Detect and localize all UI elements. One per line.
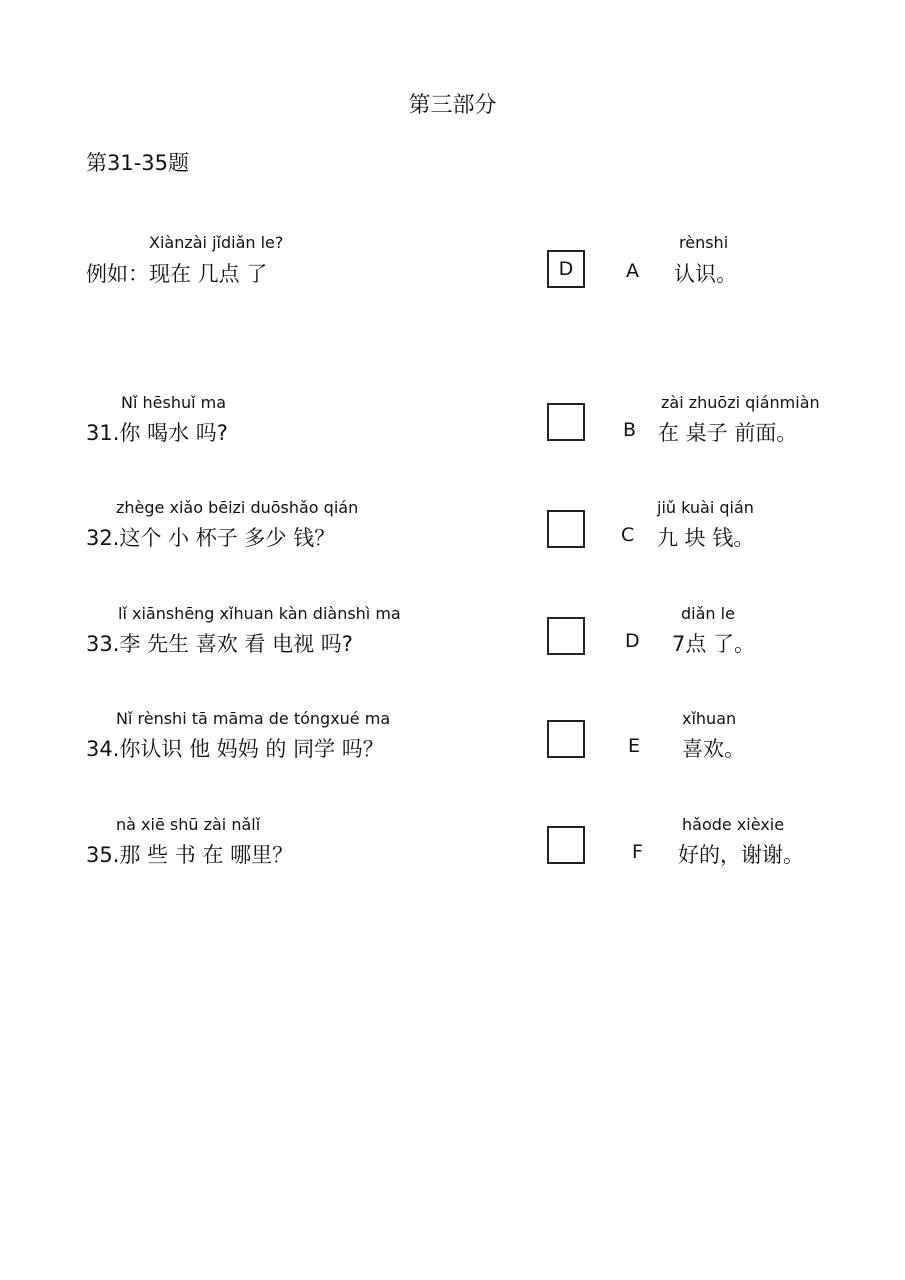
option-a-text: 认识。 xyxy=(674,262,737,286)
question-32-pinyin: zhège xiǎo bēizi duōshǎo qián xyxy=(116,498,359,517)
example-sentence: 例如：现在 几点 了 xyxy=(86,262,268,286)
answer-box-31[interactable] xyxy=(547,403,585,441)
question-range-heading: 第31-35题 xyxy=(86,151,190,175)
question-31-pinyin: Nǐ hēshuǐ ma xyxy=(121,393,227,412)
answer-box-35[interactable] xyxy=(547,826,585,864)
question-34-text: 34.你认识 他 妈妈 的 同学 吗？ xyxy=(86,737,384,761)
option-c-pinyin: jiǔ kuài qián xyxy=(657,498,754,517)
question-31-text: 31.你 喝水 吗? xyxy=(86,421,228,445)
option-d-letter: D xyxy=(625,630,640,652)
option-e-pinyin: xǐhuan xyxy=(682,709,737,728)
question-35-text: 35.那 些 书 在 哪里？ xyxy=(86,843,294,867)
question-32-text: 32.这个 小 杯子 多少 钱？ xyxy=(86,526,336,550)
option-a-pinyin: rènshi xyxy=(679,233,729,252)
section-title: 第三部分 xyxy=(408,93,497,118)
answer-box-34[interactable] xyxy=(547,720,585,758)
option-e-letter: E xyxy=(628,735,641,757)
option-c-letter: C xyxy=(621,524,635,546)
example-answer-box: D xyxy=(547,250,585,288)
answer-box-32[interactable] xyxy=(547,510,585,548)
answer-box-33[interactable] xyxy=(547,617,585,655)
option-f-pinyin: hǎode xièxie xyxy=(682,815,785,834)
option-b-letter: B xyxy=(623,419,637,441)
example-pinyin: Xiànzài jǐdiǎn le? xyxy=(149,233,284,252)
option-b-text: 在 桌子 前面。 xyxy=(658,421,798,445)
option-a-letter: A xyxy=(626,260,639,282)
option-e-text: 喜欢。 xyxy=(682,737,745,761)
option-f-text: 好的，谢谢。 xyxy=(678,843,804,867)
question-35-pinyin: nà xiē shū zài nǎlǐ xyxy=(116,815,261,834)
option-c-text: 九 块 钱。 xyxy=(657,526,755,550)
question-34-pinyin: Nǐ rènshi tā māma de tóngxué ma xyxy=(116,709,391,728)
question-33-text: 33.李 先生 喜欢 看 电视 吗? xyxy=(86,632,353,656)
option-b-pinyin: zài zhuōzi qiánmiàn xyxy=(661,393,820,412)
option-d-pinyin: diǎn le xyxy=(681,604,735,623)
question-33-pinyin: lǐ xiānshēng xǐhuan kàn diànshì ma xyxy=(118,604,401,623)
option-f-letter: F xyxy=(632,841,643,863)
option-d-text: 7点 了。 xyxy=(672,632,756,656)
